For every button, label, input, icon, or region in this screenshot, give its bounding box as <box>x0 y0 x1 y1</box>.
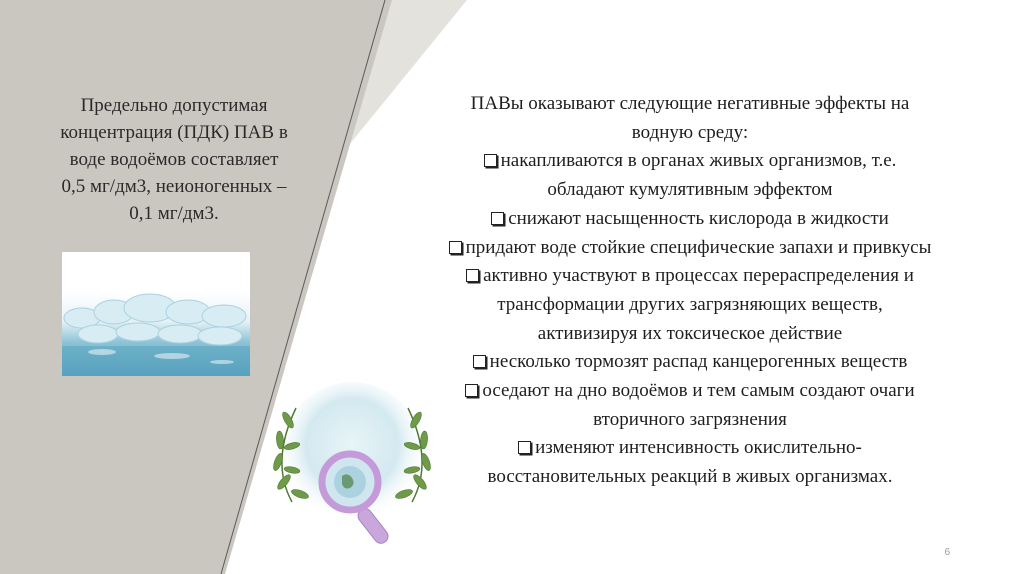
pdk-line: 0,1 мг/дм3. <box>129 203 219 224</box>
checkbox-bullet-icon <box>518 441 531 454</box>
pdk-line: 0,5 мг/дм3, неионогенных – <box>61 176 287 197</box>
intro-line: водную среду: <box>631 121 749 143</box>
bullet-item: придают воде стойкие специфические запахи и привкусы <box>385 234 995 263</box>
checkbox-bullet-icon <box>484 154 497 167</box>
bullet-continuation: активизируя их токсическое действие <box>537 322 843 344</box>
bullet-item: изменяют интенсивность окислительно- <box>385 434 995 463</box>
foam-image <box>62 252 250 376</box>
page-number: 6 <box>944 547 950 558</box>
bullet-item: активно участвуют в процессах перераспределения и <box>385 262 995 291</box>
wreath-magnifier-illustration <box>262 382 442 552</box>
bullet-continuation: обладают кумулятивным эффектом <box>547 179 833 201</box>
bullet-item: накапливаются в органах живых организмов, т.е. <box>385 147 995 176</box>
bullet-item: снижают насыщенность кислорода в жидкости <box>385 205 995 234</box>
bullet-item: оседают на дно водоёмов и тем самым создают очаги <box>385 377 995 406</box>
effects-text <box>385 90 995 492</box>
pdk-line: воде водоёмов составляет <box>69 149 279 170</box>
checkbox-bullet-icon <box>449 241 462 254</box>
intro-line: ПАВы оказывают следующие негативные эффекты на <box>470 93 910 114</box>
checkbox-bullet-icon <box>466 269 479 282</box>
bullet-continuation: трансформации других загрязняющих веществ, <box>497 293 883 315</box>
checkbox-bullet-icon <box>491 212 504 225</box>
bullet-item: несколько тормозят распад канцерогенных веществ <box>385 348 995 377</box>
pdk-line: концентрация (ПДК) ПАВ в <box>60 122 288 143</box>
bullet-continuation: вторичного загрязнения <box>593 408 787 430</box>
pdk-text <box>24 92 324 227</box>
pdk-line: Предельно допустимая <box>80 95 268 116</box>
checkbox-bullet-icon <box>473 355 486 368</box>
checkbox-bullet-icon <box>465 384 478 397</box>
bullet-continuation: восстановительных реакций в живых организмах. <box>487 466 893 488</box>
